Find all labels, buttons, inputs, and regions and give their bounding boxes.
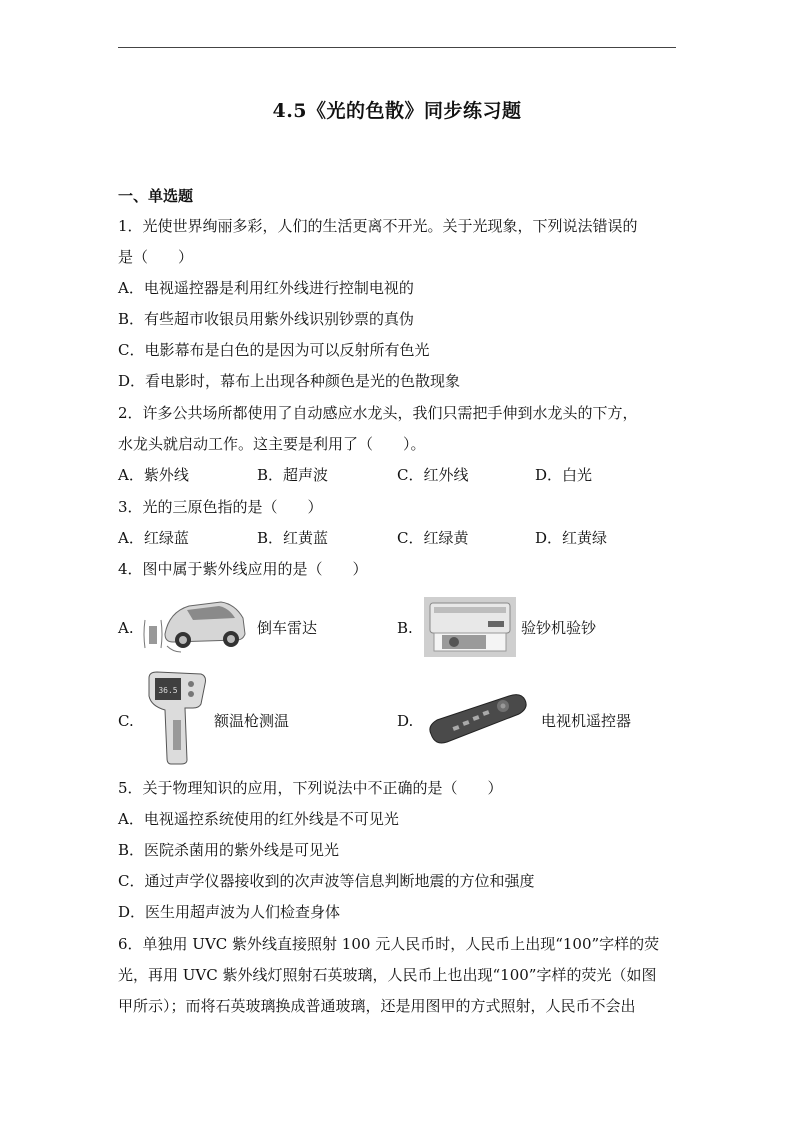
q5-option-c: C．通过声学仪器接收到的次声波等信息判断地震的方位和强度 [118, 872, 535, 890]
money-detector-image [424, 597, 516, 657]
header-rule [118, 47, 676, 48]
q4-d-letter: D. [397, 712, 414, 730]
svg-text:36.5: 36.5 [158, 686, 178, 695]
q1-option-d: D．看电影时，幕布上出现各种颜色是光的色散现象 [118, 372, 461, 390]
q1-option-a: A．电视遥控器是利用红外线进行控制电视的 [118, 279, 414, 297]
q5-option-b: B．医院杀菌用的紫外线是可见光 [118, 841, 340, 859]
q6-line3: 甲所示）；而将石英玻璃换成普通玻璃，还是用图甲的方式照射，人民币不会出 [118, 997, 636, 1015]
q4-b-letter: B. [397, 619, 413, 637]
q4-b-caption: 验钞机验钞 [521, 619, 597, 637]
q2-option-a: A．紫外线 [118, 466, 189, 484]
q5-option-d: D．医生用超声波为人们检查身体 [118, 903, 341, 921]
q3-option-a: A．红绿蓝 [118, 529, 189, 547]
q5-option-a: A．电视遥控系统使用的红外线是不可见光 [118, 810, 399, 828]
q6-line1: 6．单独用 UVC 紫外线直接照射 100 元人民币时，人民币上出现“100”字样的荧 [118, 935, 660, 953]
tv-remote-image [423, 690, 533, 750]
q3-option-b: B．红黄蓝 [257, 529, 329, 547]
q1-stem-line2: 是（ ） [118, 248, 194, 266]
q3-option-c: C．红绿黄 [397, 529, 469, 547]
q2-stem-line1: 2．许多公共场所都使用了自动感应水龙头，我们只需把手伸到水龙头的下方， [118, 404, 638, 422]
q2-option-d: D．白光 [535, 466, 593, 484]
q4-c-caption: 额温枪测温 [214, 712, 290, 730]
q2-option-c: C．红外线 [397, 466, 469, 484]
q1-option-b: B．有些超市收银员用紫外线识别钞票的真伪 [118, 310, 415, 328]
infrared-thermometer-image [143, 670, 209, 766]
q4-stem: 4．图中属于紫外线应用的是（ ） [118, 560, 368, 578]
page-title: 4.5《光的色散》同步练习题 [272, 100, 522, 122]
q1-option-c: C．电影幕布是白色的是因为可以反射所有色光 [118, 341, 430, 359]
car-reversing-radar-image [143, 590, 249, 656]
q3-option-d: D．红黄绿 [535, 529, 608, 547]
q1-stem-line1: 1．光使世界绚丽多彩，人们的生活更离不开光。关于光现象，下列说法错误的 [118, 217, 638, 235]
q4-a-letter: A. [118, 619, 134, 637]
q6-line2: 光，再用 UVC 紫外线灯照射石英玻璃，人民币上也出现“100”字样的荧光（如图 [118, 966, 657, 984]
q3-stem: 3．光的三原色指的是（ ） [118, 498, 323, 516]
q2-stem-line2: 水龙头就启动工作。这主要是利用了（ ）。 [118, 435, 426, 453]
section-heading: 一、单选题 [118, 187, 194, 205]
q2-option-b: B．超声波 [257, 466, 329, 484]
q4-a-caption: 倒车雷达 [257, 619, 318, 637]
q5-stem: 5．关于物理知识的应用，下列说法中不正确的是（ ） [118, 779, 503, 797]
q4-d-caption: 电视机遥控器 [541, 712, 632, 730]
q4-c-letter: C. [118, 712, 134, 730]
